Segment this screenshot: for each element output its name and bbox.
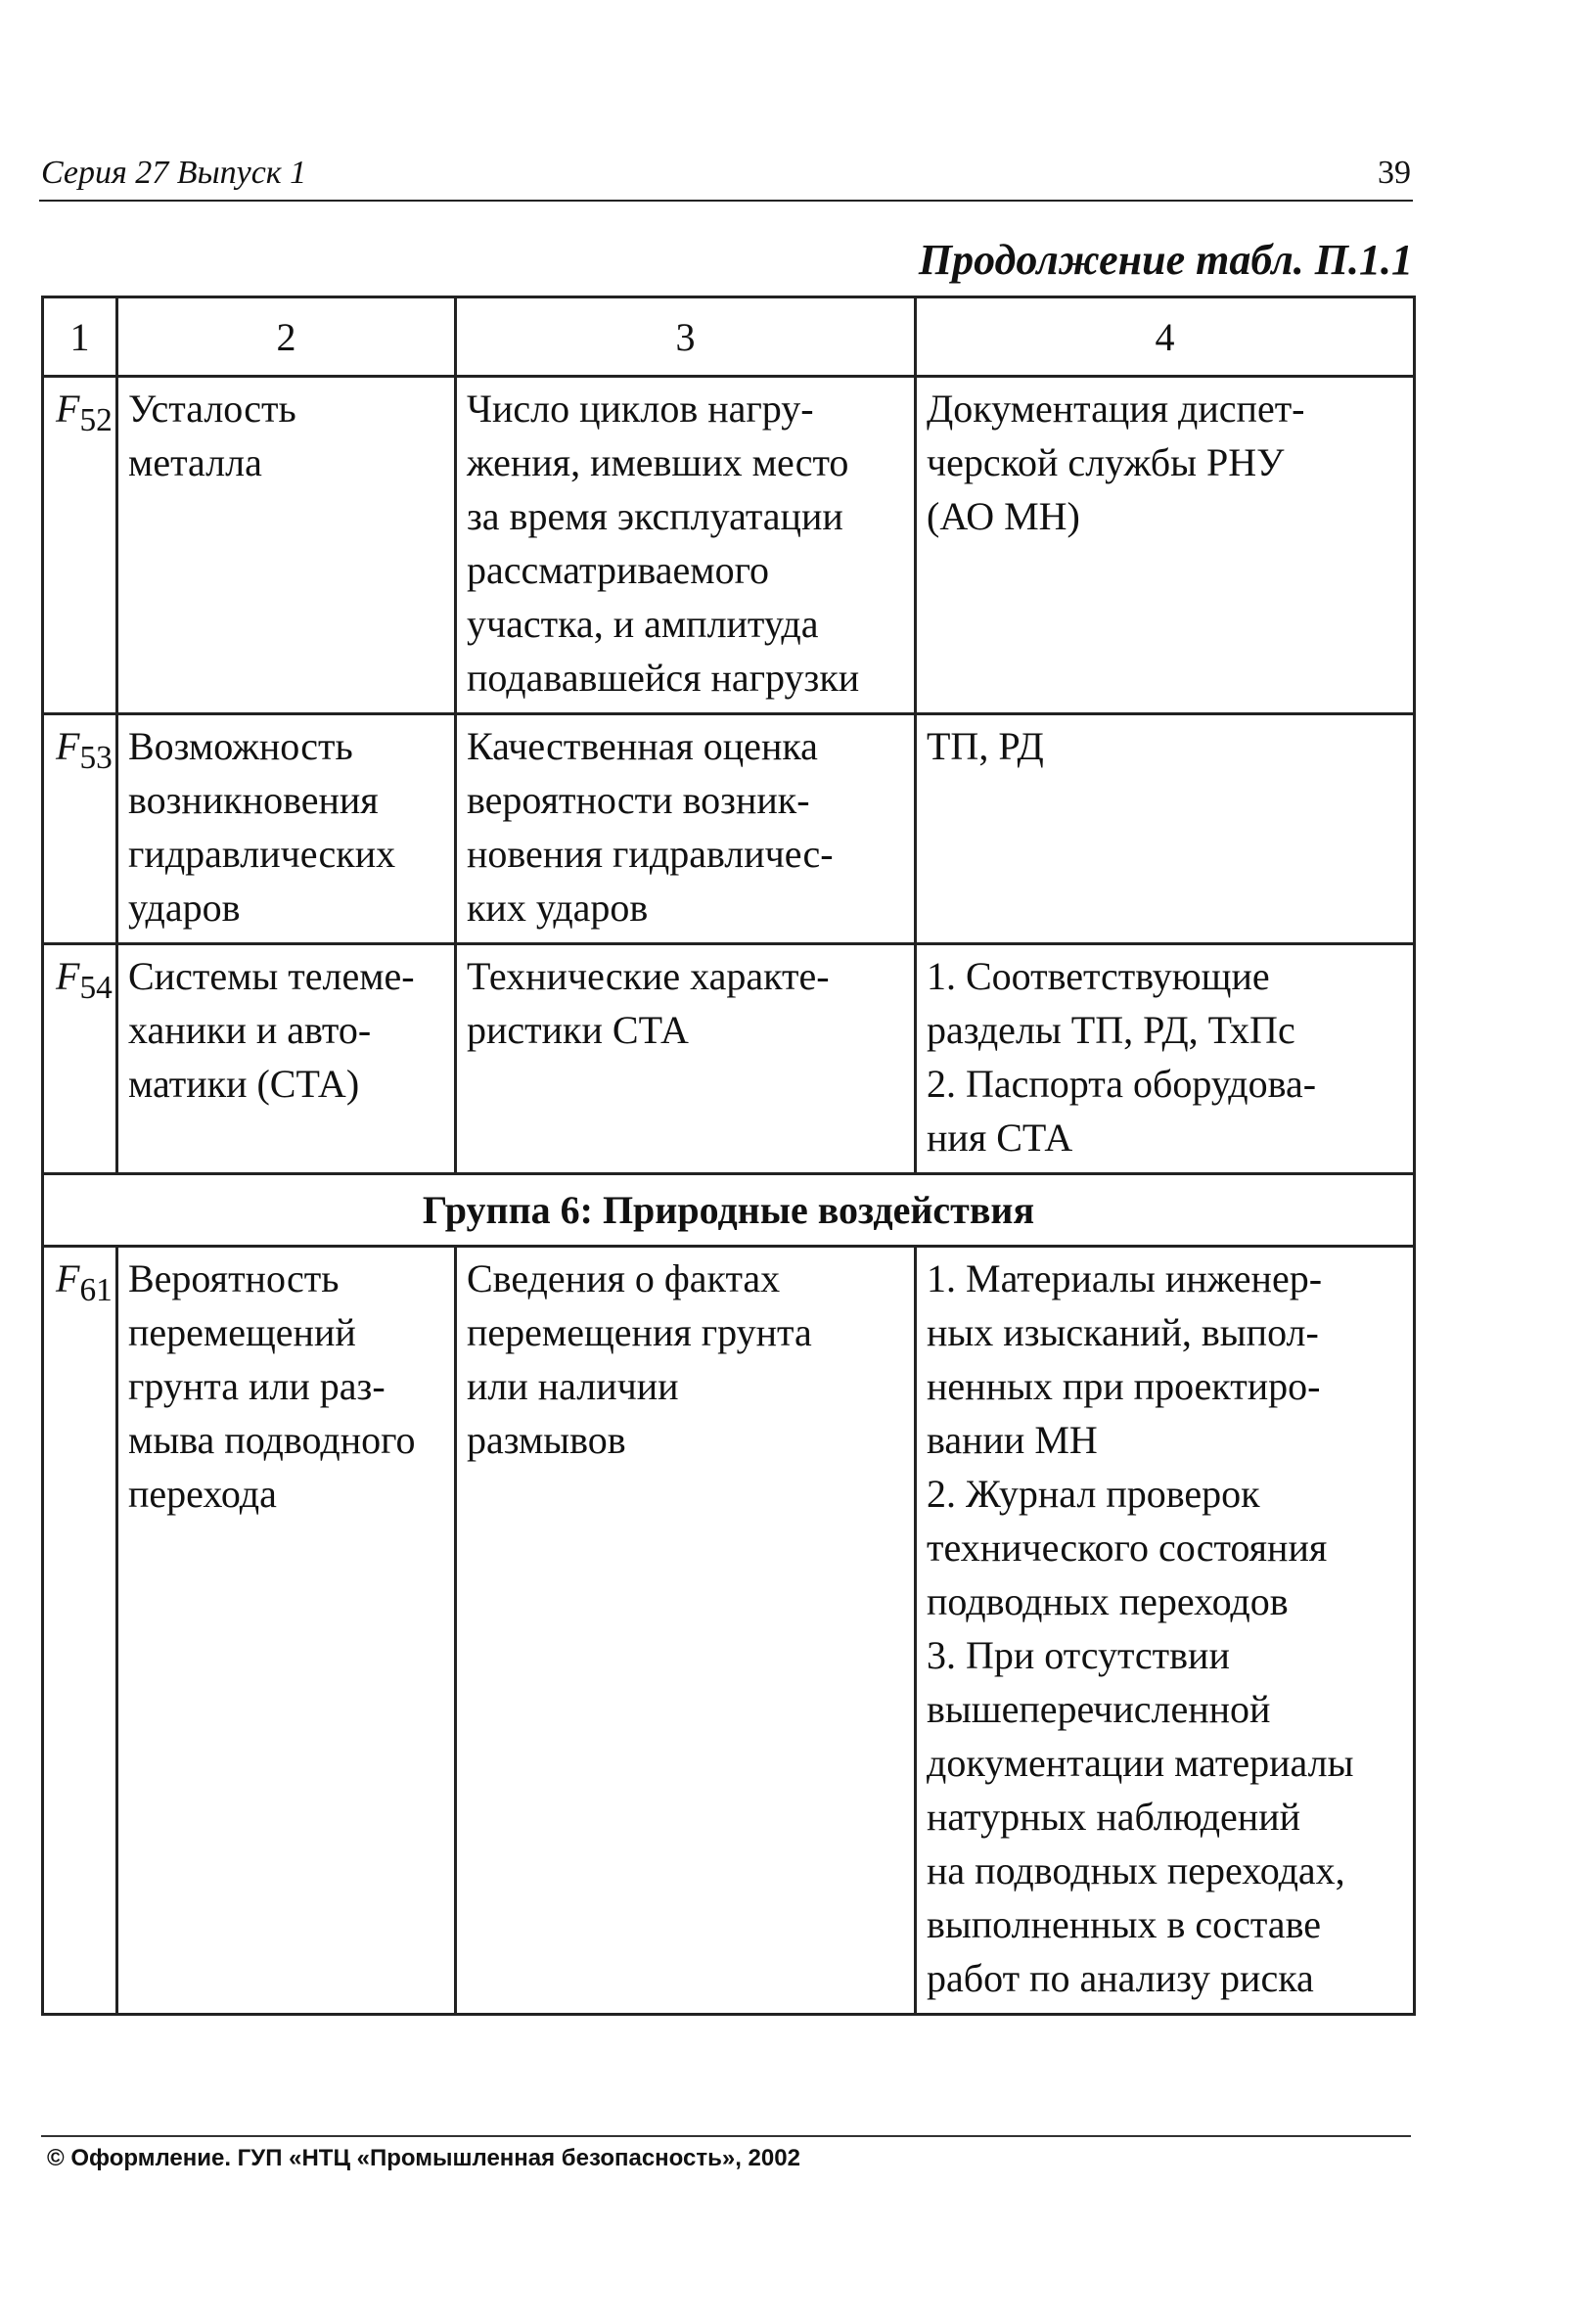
main-table (41, 296, 1416, 2016)
table-cell-col4 (916, 377, 1415, 714)
cell-line: или наличии (467, 1364, 679, 1408)
table-cell-col4 (916, 944, 1415, 1174)
cell-line: ханики и авто- (128, 1008, 372, 1052)
cell-line: ударов (128, 886, 241, 930)
cell-line: участка, и амплитуда (467, 602, 819, 646)
footer-copyright: © Оформление. ГУП «НТЦ «Промышленная безопасность», 2002 (47, 2145, 800, 2171)
table-cell-col2 (117, 714, 456, 944)
cell-line: Вероятность (128, 1256, 340, 1300)
table-cell-col4 (916, 714, 1415, 944)
table-cell-col3 (456, 944, 916, 1174)
cell-line: металла (128, 440, 262, 484)
factor-subscript: 54 (79, 970, 113, 1006)
cell-line: 2. Журнал проверок (927, 1472, 1260, 1516)
cell-line: черской службы РНУ (927, 440, 1285, 484)
cell-line: ристики СТА (467, 1008, 689, 1052)
cell-line: за время эксплуатации (467, 494, 843, 538)
cell-line: натурных наблюдений (927, 1795, 1301, 1839)
factor-symbol: F (56, 954, 80, 998)
factor-code (43, 377, 117, 714)
table-header-row (43, 297, 1415, 377)
cell-line: вышеперечисленной (927, 1687, 1271, 1731)
cell-line: грунта или раз- (128, 1364, 386, 1408)
table-row (43, 944, 1415, 1174)
cell-line: гидравлических (128, 832, 396, 876)
cell-line: 3. При отсутствии (927, 1633, 1230, 1677)
cell-line: перехода (128, 1472, 277, 1516)
factor-symbol: F (56, 387, 80, 431)
cell-line: Возможность (128, 724, 353, 768)
table-row (43, 377, 1415, 714)
continuation-label: Продолжение табл. П.1.1 (918, 236, 1413, 284)
cell-line: рассматриваемого (467, 548, 769, 592)
cell-line: матики (СТА) (128, 1062, 360, 1106)
factor-symbol: F (56, 724, 80, 768)
cell-line: Технические характе- (467, 954, 830, 998)
table-row (43, 714, 1415, 944)
cell-line: ненных при проектиро- (927, 1364, 1321, 1408)
cell-line: Сведения о фактах (467, 1256, 781, 1300)
table-cell-col2 (117, 944, 456, 1174)
cell-line: Усталость (128, 387, 296, 431)
table-cell-col3 (456, 1247, 916, 2015)
cell-line: 1. Материалы инженер- (927, 1256, 1323, 1300)
cell-line: вании МН (927, 1418, 1098, 1462)
cell-line: технического состояния (927, 1526, 1328, 1570)
factor-subscript: 53 (79, 740, 113, 776)
cell-line: новения гидравличес- (467, 832, 834, 876)
cell-line: подводных переходов (927, 1579, 1289, 1623)
header-rule (39, 200, 1413, 202)
factor-symbol: F (56, 1256, 80, 1300)
series-label: Серия 27 Выпуск 1 (41, 155, 307, 191)
cell-line: перемещения грунта (467, 1310, 812, 1354)
cell-line: перемещений (128, 1310, 356, 1354)
column-header: 2 (117, 297, 456, 377)
page-header (41, 155, 1411, 198)
cell-line: 1. Соответствующие (927, 954, 1270, 998)
cell-line: Качественная оценка (467, 724, 818, 768)
factor-subscript: 61 (79, 1272, 113, 1308)
cell-line: ния СТА (927, 1116, 1073, 1160)
cell-line: мыва подводного (128, 1418, 416, 1462)
factor-code (43, 1247, 117, 2015)
cell-line: подававшейся нагрузки (467, 656, 860, 700)
factor-subscript: 52 (79, 402, 113, 438)
page-number: 39 (1378, 155, 1411, 191)
factor-code (43, 714, 117, 944)
cell-line: Число циклов нагру- (467, 387, 814, 431)
cell-line: Документация диспет- (927, 387, 1305, 431)
cell-line: разделы ТП, РД, ТхПс (927, 1008, 1295, 1052)
table-cell-col4 (916, 1247, 1415, 2015)
cell-line: документации материалы (927, 1741, 1354, 1785)
cell-line: ТП, РД (927, 724, 1044, 768)
cell-line: ных изысканий, выпол- (927, 1310, 1319, 1354)
cell-line: Системы телеме- (128, 954, 415, 998)
factor-code (43, 944, 117, 1174)
cell-line: размывов (467, 1418, 626, 1462)
column-header: 3 (456, 297, 916, 377)
group-title: Группа 6: Природные воздействия (43, 1174, 1415, 1247)
table-cell-col3 (456, 714, 916, 944)
cell-line: ких ударов (467, 886, 649, 930)
group-row (43, 1174, 1415, 1247)
cell-line: возникновения (128, 778, 379, 822)
footer-rule (41, 2135, 1411, 2137)
column-header: 1 (43, 297, 117, 377)
cell-line: выполненных в составе (927, 1902, 1321, 1946)
cell-line: жения, имевших место (467, 440, 849, 484)
cell-line: на подводных переходах, (927, 1848, 1345, 1892)
table-cell-col2 (117, 377, 456, 714)
table-row (43, 1247, 1415, 2015)
table-cell-col2 (117, 1247, 456, 2015)
column-header: 4 (916, 297, 1415, 377)
cell-line: работ по анализу риска (927, 1956, 1314, 2000)
cell-line: вероятности возник- (467, 778, 810, 822)
cell-line: (АО МН) (927, 494, 1080, 538)
cell-line: 2. Паспорта оборудова- (927, 1062, 1317, 1106)
table-cell-col3 (456, 377, 916, 714)
